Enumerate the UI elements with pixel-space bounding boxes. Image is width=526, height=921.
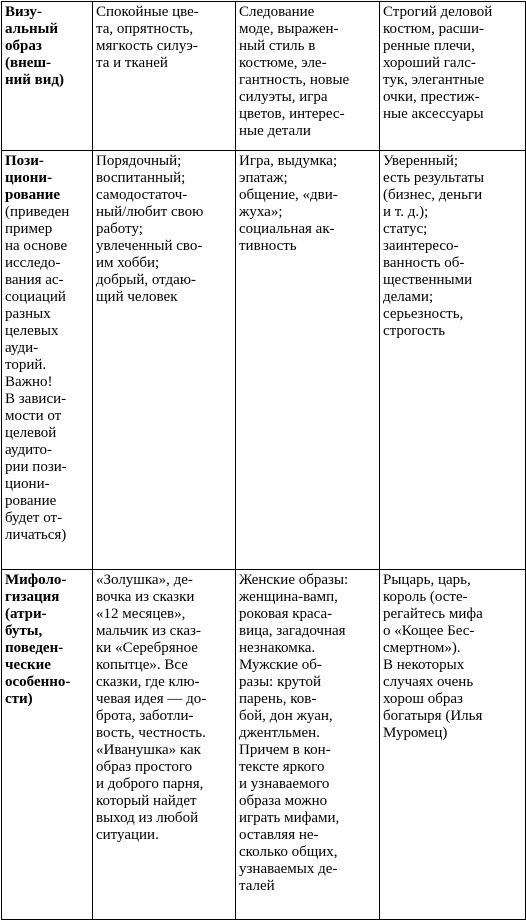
text-line: заинтересо- [383, 238, 459, 254]
text-line: регайтесь мифа [383, 606, 483, 622]
text-line: ный стиль в [239, 38, 316, 54]
text-line: Рыцарь, царь, [383, 572, 471, 588]
text-line: щий человек [96, 289, 178, 305]
text-line: случаях очень [383, 674, 474, 690]
text-line: тексте яркого [239, 759, 325, 775]
comparison-table [1, 1, 526, 920]
text-line: талей [239, 878, 275, 894]
text-line: и т. д.); [383, 204, 429, 220]
text-line: Муромец) [383, 725, 448, 741]
text-line: общение, «дви- [239, 187, 338, 203]
text-line: особенно- [5, 674, 71, 690]
cell-positioning-1 [93, 151, 236, 570]
text-line: рование [5, 187, 61, 203]
text-line: увлеченный сво- [96, 238, 203, 254]
text-line: бой, дон жуан, [239, 708, 333, 724]
text-line: исследо- [5, 255, 61, 271]
text-line: статус; [383, 221, 428, 237]
cell-myth-2 [236, 570, 380, 920]
text-line: который найдет [96, 793, 197, 809]
table-row-visual-image [2, 2, 526, 151]
text-line: моде, выражен- [239, 21, 339, 37]
text-line: чевая идея — до- [96, 691, 207, 707]
text-line: богатыря (Илья [383, 708, 483, 724]
text-line: мальчик из сказ- [96, 623, 201, 639]
text-line: работу; [96, 221, 143, 237]
text-line: им хобби; [96, 255, 160, 271]
text-line: сказки, где клю- [96, 674, 200, 690]
text-line: Мужские об- [239, 657, 322, 673]
text-line: Уверенный; [383, 153, 459, 169]
text-line: (внеш- [5, 55, 52, 71]
cell-myth-3 [380, 570, 526, 920]
text-line: аудито- [5, 442, 52, 458]
text-line: та, опрятность, [96, 21, 194, 37]
text-line: щественными [383, 272, 473, 288]
table-row-mythologization [2, 570, 526, 920]
text-line: Порядочный; [96, 153, 182, 169]
text-line: (бизнес, деньги [383, 187, 483, 203]
text-line: силуэты, игра [239, 89, 328, 105]
text-line: костюм, расши- [383, 21, 485, 37]
text-line: рование [5, 493, 57, 509]
text-line: пример [5, 221, 53, 237]
text-line: образ [5, 38, 42, 54]
cell-myth-1 [93, 570, 236, 920]
text-line: ные детали [239, 123, 311, 139]
text-line: делами; [383, 289, 434, 305]
row-header-positioning [2, 151, 93, 570]
text-line: самодостаточ- [96, 187, 188, 203]
text-line: «Иванушка» как [96, 742, 201, 758]
cell-visual-1 [93, 2, 236, 151]
text-line: образа можно [239, 793, 328, 809]
text-line: Следование [239, 4, 315, 20]
text-line: Причем в кон- [239, 742, 331, 758]
text-line: (приведен [5, 204, 70, 220]
text-line: хороший галс- [383, 55, 476, 71]
text-line: циони- [5, 170, 53, 186]
text-line: цветов, интерес- [239, 106, 345, 122]
text-line: личаться) [5, 527, 67, 543]
text-line: ческие [5, 657, 51, 673]
text-line: циони- [5, 476, 50, 492]
text-line: строгость [383, 323, 446, 339]
text-line: разы: крутой [239, 674, 322, 690]
text-line: образ простого [96, 759, 193, 775]
row-header-mythologization [2, 570, 93, 920]
text-line: Строгий деловой [383, 4, 493, 20]
text-line: целевой [5, 425, 57, 441]
text-line: торий. [5, 357, 47, 373]
text-line: ренные плечи, [383, 38, 475, 54]
text-line: ний вид) [5, 72, 65, 88]
text-line: та и тканей [96, 55, 168, 71]
text-line: поведен- [5, 640, 64, 656]
text-line: Игра, выдумка; [239, 153, 338, 169]
text-line: Мифоло- [5, 572, 67, 588]
text-line: мягкость силуэ- [96, 38, 198, 54]
row-header-visual-image [2, 2, 93, 151]
text-line: роковая краса- [239, 606, 333, 622]
text-line: хорош образ [383, 691, 463, 707]
text-line: и доброго парня, [96, 776, 204, 792]
text-line: В некоторых [383, 657, 465, 673]
text-line: ванность об- [383, 255, 465, 271]
text-line: будет от- [5, 510, 63, 526]
text-line: целевых [5, 323, 59, 339]
text-line: ный/любит свою [96, 204, 204, 220]
text-line: ные аксессуары [383, 106, 484, 122]
text-line: о «Кощее Бес- [383, 623, 475, 639]
text-line: джентльмен. [239, 725, 320, 741]
text-line: социальная ак- [239, 221, 335, 237]
text-line: выход из любой [96, 810, 199, 826]
text-line: гизация [5, 589, 60, 605]
text-line: ситуации. [96, 827, 159, 843]
text-line: женщина-вамп, [239, 589, 338, 605]
text-line: оставляя не- [239, 827, 319, 843]
text-line: Визу- [5, 4, 42, 20]
text-line: вость, честность. [96, 725, 206, 741]
text-line: буты, [5, 623, 43, 639]
text-line: вания ас- [5, 272, 64, 288]
text-line: альный [5, 21, 58, 37]
text-line: эпатаж; [239, 170, 288, 186]
text-line: «12 месяцев», [96, 606, 186, 622]
text-line: мости от [5, 408, 62, 424]
text-line: Женские образы: [239, 572, 349, 588]
text-line: есть результаты [383, 170, 485, 186]
text-line: социаций [5, 289, 66, 305]
text-line: В зависи- [5, 391, 67, 407]
text-line: гантность, новые [239, 72, 350, 88]
text-line: ки «Серебряное [96, 640, 198, 656]
cell-visual-3 [380, 2, 526, 151]
text-line: рии пози- [5, 459, 67, 475]
text-line: Важно! [5, 374, 53, 390]
text-line: серьезность, [383, 306, 464, 322]
text-line: Спокойные цве- [96, 4, 199, 20]
text-line: парень, ков- [239, 691, 317, 707]
text-line: «Золушка», де- [96, 572, 193, 588]
cell-positioning-2 [236, 151, 380, 570]
text-line: разных [5, 306, 51, 322]
text-line: тук, элегантные [383, 72, 485, 88]
text-line: тивность [239, 238, 297, 254]
cell-positioning-3 [380, 151, 526, 570]
text-line: вица, загадочная [239, 623, 346, 639]
text-line: копытце». Все [96, 657, 188, 673]
text-line: Пози- [5, 153, 44, 169]
text-line: очки, престиж- [383, 89, 480, 105]
text-line: воспитанный; [96, 170, 186, 186]
text-line: брота, заботли- [96, 708, 194, 724]
text-line: (атри- [5, 606, 47, 622]
text-line: сколько общих, [239, 844, 338, 860]
text-line: костюме, эле- [239, 55, 327, 71]
text-line: король (осте- [383, 589, 468, 605]
text-line: смертном»). [383, 640, 461, 656]
cell-visual-2 [236, 2, 380, 151]
text-line: на основе [5, 238, 68, 254]
text-line: сти) [5, 691, 33, 707]
table-row-positioning [2, 151, 526, 570]
text-line: жуха»; [239, 204, 283, 220]
text-line: узнаваемых де- [239, 861, 338, 877]
text-line: ауди- [5, 340, 39, 356]
text-line: вочка из сказки [96, 589, 195, 605]
text-line: добрый, отдаю- [96, 272, 197, 288]
text-line: незнакомка. [239, 640, 316, 656]
text-line: играть мифами, [239, 810, 340, 826]
text-line: и узнаваемого [239, 776, 330, 792]
